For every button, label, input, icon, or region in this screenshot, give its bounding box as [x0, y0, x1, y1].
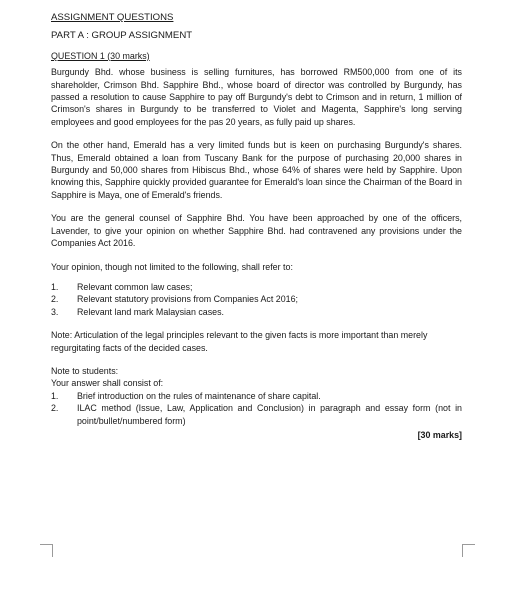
list-item-number: 2.	[51, 294, 59, 305]
assignment-document	[51, 12, 462, 441]
list-item	[51, 293, 462, 305]
paragraph-task: You are the general counsel of Sapphire Bhd. You have been approached by one of the officers, Lavender, to give your opinion on whether Sapphire Bhd. had contravened any provisions under the Companies Act 2016.	[51, 213, 462, 249]
reference-list	[51, 281, 462, 318]
part-heading: PART A : GROUP ASSIGNMENT	[51, 30, 193, 42]
assignment-title: ASSIGNMENT QUESTIONS	[51, 12, 174, 23]
list-item-text: ILAC method (Issue, Law, Application and Conclusion) in paragraph and essay form (not in point/bullet/numbered form)	[77, 403, 462, 426]
paragraph-opinion-intro: Your opinion, though not limited to the following, shall refer to:	[51, 261, 293, 272]
list-item	[51, 306, 462, 318]
page-corner-mark-right	[462, 544, 475, 557]
page-corner-mark-left	[40, 544, 53, 557]
list-item	[51, 390, 462, 402]
list-item-number: 1.	[51, 390, 59, 401]
paragraph-facts-1: Burgundy Bhd. whose business is selling furnitures, has borrowed RM500,000 from one of its shareholder, Crimson Bhd. Sapphire Bhd., whose board of director was controlled by Burgundy, has passed a resolution to cause Sapphire to pay off Burgundy's debt to Crimson and in return, 1 million of Crimson's shares in Burgundy to be transferred to Violet and Magenta, Sapphire's long serving employees and good employees for the pas 20 years, as fully paid up shares.	[51, 67, 462, 127]
list-item-number: 2.	[51, 403, 59, 414]
articulation-note: Note: Articulation of the legal principles relevant to the given facts is more important than merely regurgitating facts of the decided cases.	[51, 330, 428, 353]
list-item	[51, 281, 462, 293]
paragraph-facts-2: On the other hand, Emerald has a very limited funds but is keen on purchasing Burgundy's shares. Thus, Emerald obtained a loan from Tuscany Bank for the purpose of purchasing 20,000 shares in Burgundy and 50,000 shares from Hibiscus Bhd., whose 64% of shares were held by Sapphire. Upon knowing this, Sapphire quickly provided guarantee for Emerald's loan since the Chairman of the Board in Sapphire is Maya, one of Emerald's friends.	[51, 140, 462, 200]
list-item	[51, 402, 462, 427]
question-heading: QUESTION 1 (30 marks)	[51, 50, 150, 61]
list-item-number: 3.	[51, 306, 59, 317]
list-item-text: Relevant statutory provisions from Companies Act 2016;	[77, 294, 298, 305]
list-item-text: Brief introduction on the rules of maintenance of share capital.	[77, 390, 321, 401]
list-item-text: Relevant land mark Malaysian cases.	[77, 306, 224, 317]
list-item-text: Relevant common law cases;	[77, 281, 193, 292]
answer-requirements-list	[51, 390, 462, 427]
total-marks: [30 marks]	[417, 429, 462, 440]
list-item-number: 1.	[51, 281, 59, 292]
students-note-intro: Your answer shall consist of:	[51, 378, 164, 389]
students-note-heading: Note to students:	[51, 365, 119, 376]
